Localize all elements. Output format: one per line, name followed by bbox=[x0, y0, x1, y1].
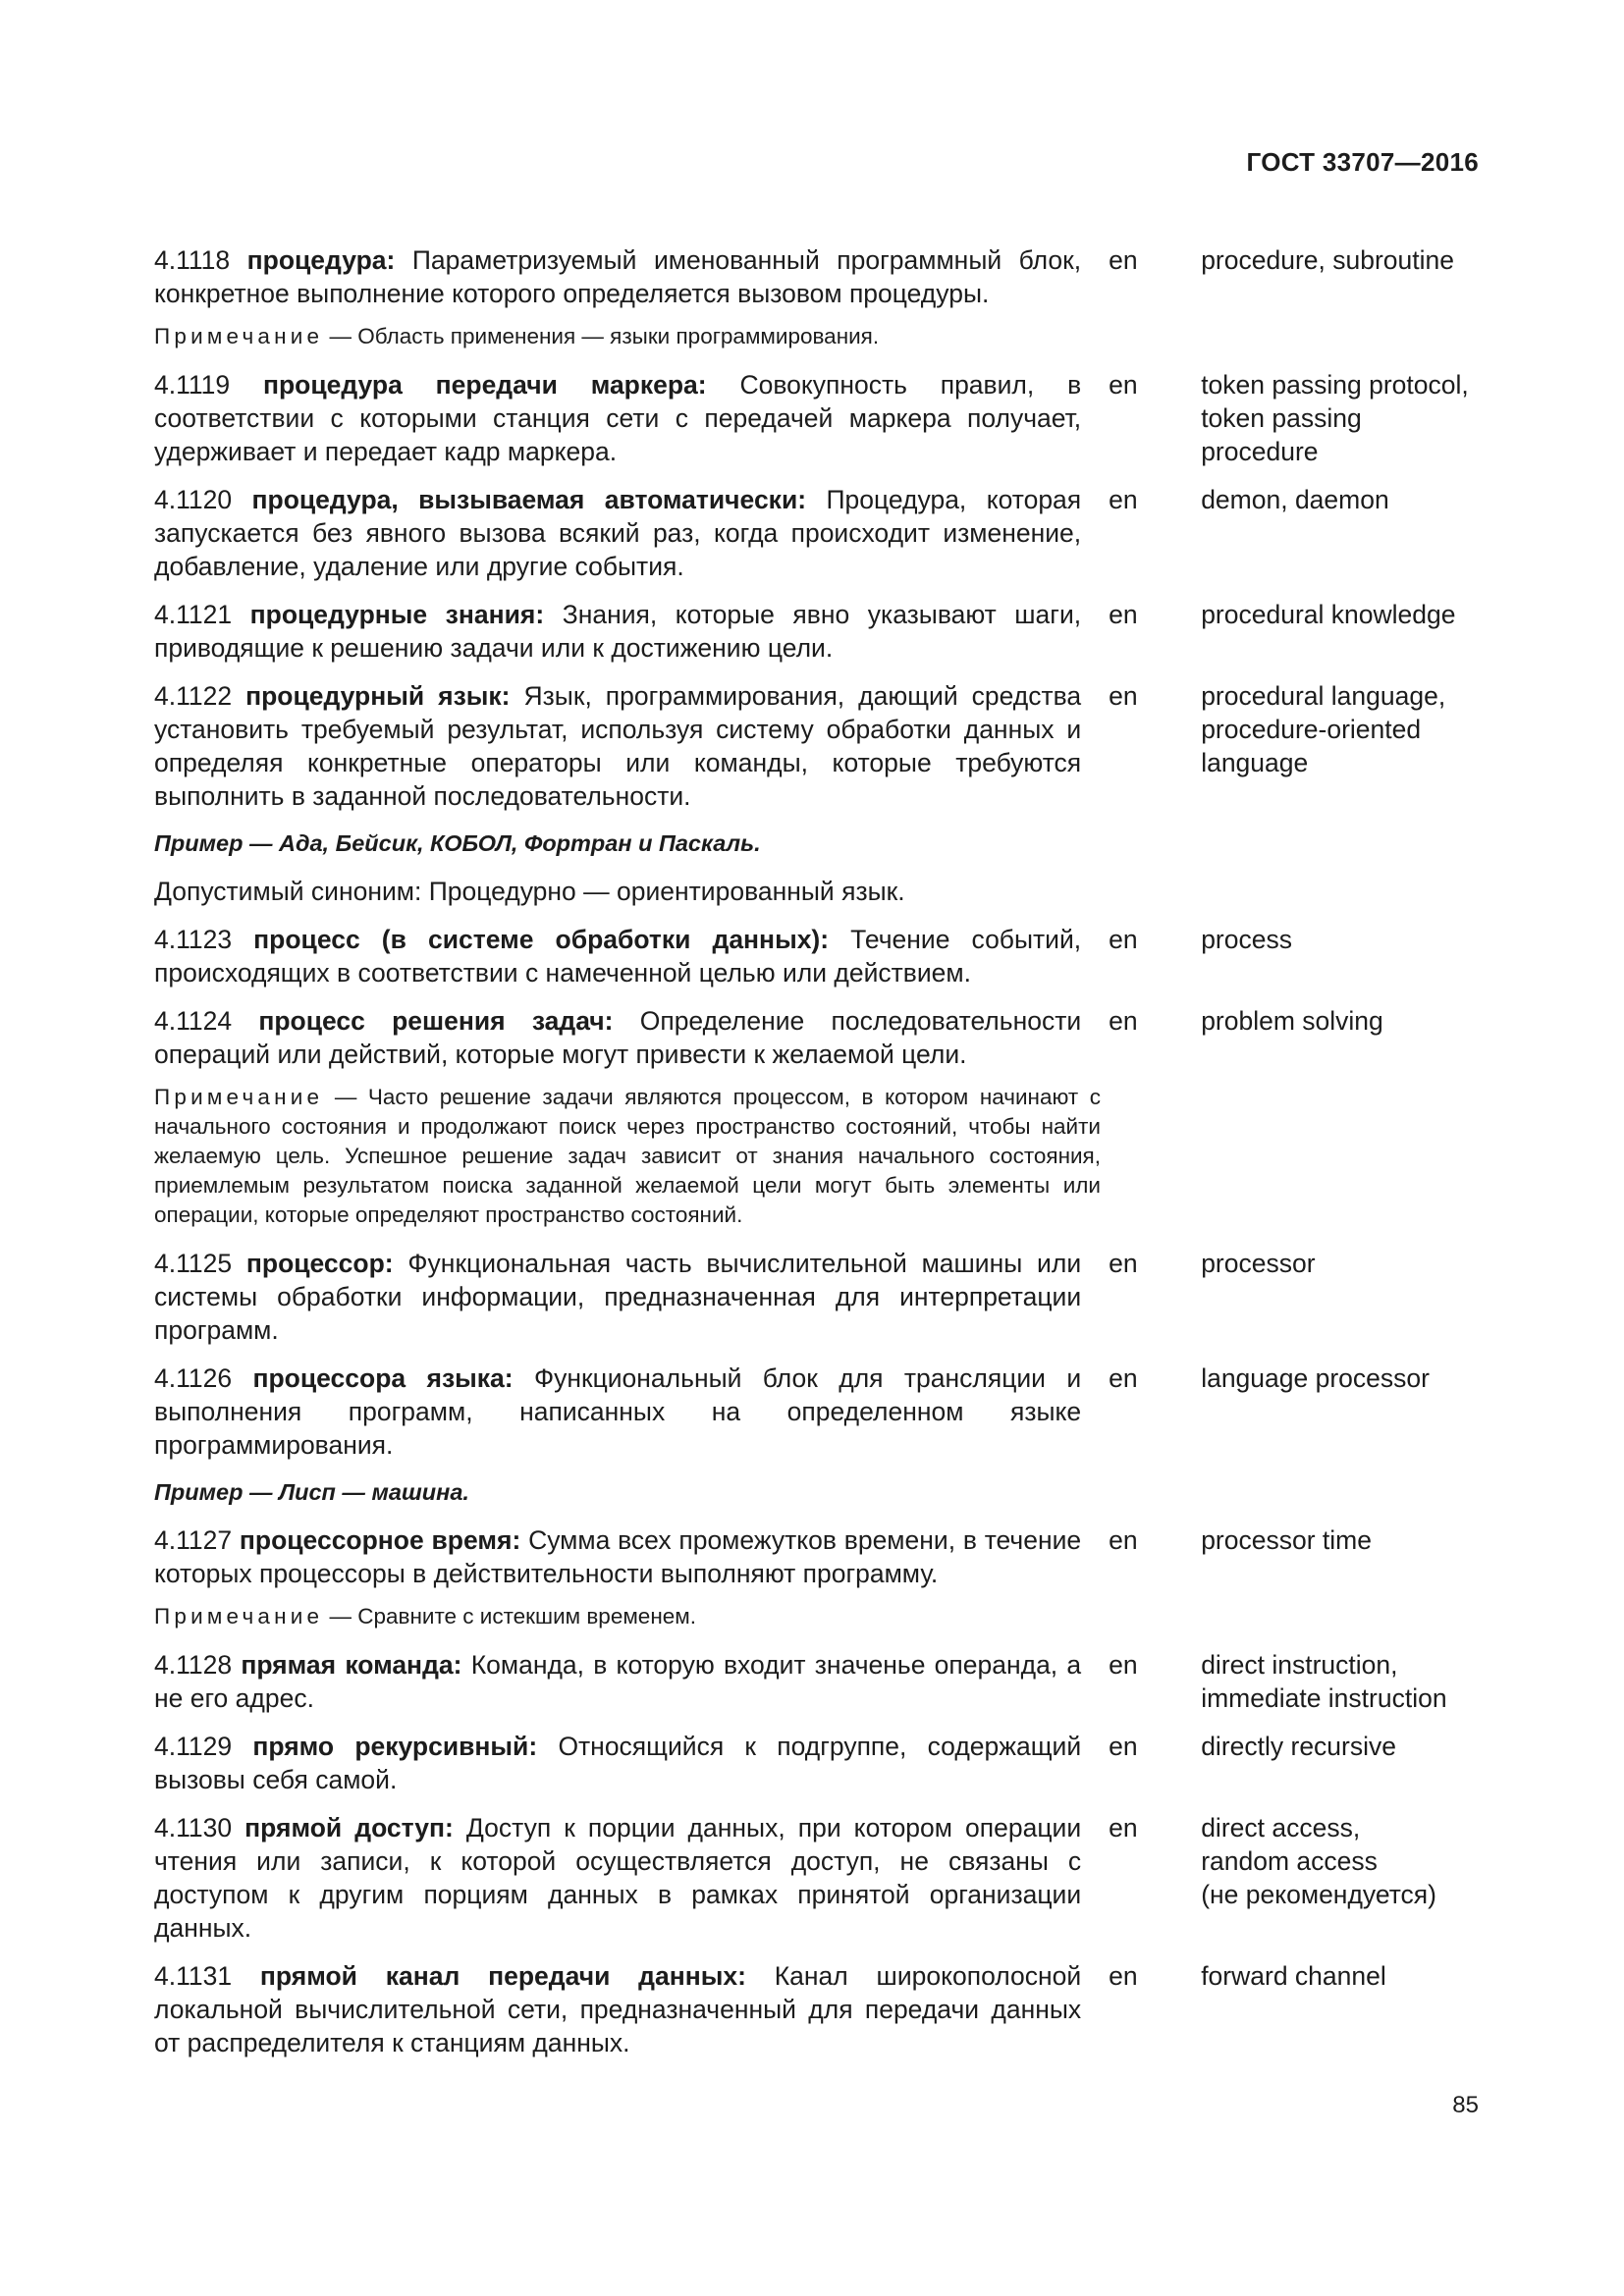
english-term: (не рекомендуется) bbox=[1201, 1880, 1436, 1909]
term-text: Доступ к порции данных, при котором операции чтения или записи, к которой осуществляется доступ, не связаны с доступом к другим порциям данных в рамках принятой организации данных. bbox=[154, 1813, 1082, 1943]
note-text: — Часто решение задачи являются процессом, в котором начинают с начального состояния и продолжают поиск через пространство состояний, чтобы найти желаемую цель. Успешное решение задач зависит от знания начального состояния, приемлемым результатом поиска заданной желаемой цели могут быть элементы или операции, которые определяют пространство состояний. bbox=[154, 1085, 1101, 1227]
term-name: процесс (в системе обработки данных): bbox=[253, 925, 830, 954]
language-code: en bbox=[1109, 1813, 1138, 1842]
term-entry bbox=[154, 1523, 1489, 1590]
english-equivalent bbox=[1201, 923, 1489, 956]
term-definition bbox=[154, 1648, 1081, 1715]
term-name: процесс решения задач: bbox=[258, 1006, 614, 1036]
term-definition bbox=[154, 923, 1081, 989]
note-text: — Область применения — языки программирования. bbox=[329, 324, 880, 348]
term-name: процедура передачи маркера: bbox=[262, 370, 707, 400]
term-number: 4.1120 bbox=[154, 485, 233, 514]
term-number: 4.1124 bbox=[154, 1006, 233, 1036]
term-text: Определение последовательности операций или действий, которые могут привести к желаемой цели. bbox=[154, 1006, 1082, 1069]
term-name: прямо рекурсивный: bbox=[252, 1732, 538, 1761]
english-term: random access bbox=[1201, 1846, 1378, 1876]
term-entry bbox=[154, 1362, 1489, 1462]
english-term: procedure bbox=[1201, 437, 1319, 466]
term-name: прямой доступ: bbox=[244, 1813, 454, 1842]
term-definition bbox=[154, 1811, 1081, 1945]
term-name: процедура, вызываемая автоматически: bbox=[251, 485, 807, 514]
english-equivalent bbox=[1201, 679, 1489, 779]
term-entry bbox=[154, 483, 1489, 583]
english-term: procedure, subroutine bbox=[1201, 245, 1454, 275]
term-definition bbox=[154, 1362, 1081, 1462]
language-code: en bbox=[1109, 925, 1138, 954]
english-equivalent bbox=[1201, 1730, 1489, 1763]
example: Пример — Ада, Бейсик, КОБОЛ, Фортран и Паскаль. bbox=[154, 830, 761, 856]
term-text: Параметризуемый именованный программный блок, конкретное выполнение которого определяется вызовом процедуры. bbox=[154, 245, 1082, 308]
note bbox=[154, 1083, 1101, 1230]
note bbox=[154, 322, 1101, 351]
english-term: procedural language, bbox=[1201, 681, 1446, 711]
term-number: 4.1118 bbox=[154, 245, 231, 275]
term-number: 4.1125 bbox=[154, 1249, 233, 1278]
term-text: Течение событий, происходящих в соответствии с намеченной целью или действием. bbox=[154, 925, 1082, 988]
term-name: процедура: bbox=[246, 245, 396, 275]
english-equivalent bbox=[1201, 1959, 1489, 1993]
term-number: 4.1119 bbox=[154, 370, 231, 400]
language-code: en bbox=[1109, 370, 1138, 400]
english-term: demon, daemon bbox=[1201, 485, 1389, 514]
note-label: Примечание bbox=[154, 324, 324, 348]
document-header: ГОСТ 33707—2016 bbox=[1246, 147, 1479, 177]
term-definition bbox=[154, 679, 1081, 813]
term-entry bbox=[154, 923, 1489, 989]
term-definition bbox=[154, 1959, 1081, 2059]
note-text: — Сравните с истекшим временем. bbox=[329, 1604, 696, 1629]
english-term: direct access, bbox=[1201, 1813, 1361, 1842]
english-term: language processor bbox=[1201, 1363, 1430, 1393]
term-number: 4.1131 bbox=[154, 1961, 233, 1991]
language-code: en bbox=[1109, 681, 1138, 711]
language-code: en bbox=[1109, 245, 1138, 275]
term-name: процессора языка: bbox=[252, 1363, 514, 1393]
term-entry bbox=[154, 1648, 1489, 1715]
term-number: 4.1123 bbox=[154, 925, 233, 954]
language-code: en bbox=[1109, 1732, 1138, 1761]
english-equivalent bbox=[1201, 1811, 1489, 1911]
term-entry bbox=[154, 368, 1489, 468]
example: Пример — Лисп — машина. bbox=[154, 1479, 469, 1505]
english-term: token passing bbox=[1201, 403, 1362, 433]
term-entry bbox=[154, 243, 1489, 310]
english-term: procedure-oriented bbox=[1201, 715, 1422, 744]
term-number: 4.1128 bbox=[154, 1650, 233, 1680]
english-term: process bbox=[1201, 925, 1292, 954]
term-text: Процедура, которая запускается без явного вызова всякий раз, когда происходит изменение, добавление, удаление или другие события. bbox=[154, 485, 1082, 581]
english-term: procedural knowledge bbox=[1201, 600, 1456, 629]
term-name: прямая команда: bbox=[241, 1650, 462, 1680]
term-text: Канал широкополосной локальной вычислительной сети, предназначенный для передачи данных от распределителя к станциям данных. bbox=[154, 1961, 1082, 2057]
term-text: Функциональная часть вычислительной машины или системы обработки информации, предназначенная для интерпретации программ. bbox=[154, 1249, 1082, 1345]
english-term: directly recursive bbox=[1201, 1732, 1396, 1761]
english-term: forward channel bbox=[1201, 1961, 1386, 1991]
term-definition bbox=[154, 1730, 1081, 1796]
term-entry bbox=[154, 1247, 1489, 1347]
term-text: Относящийся к подгруппе, содержащий вызовы себя самой. bbox=[154, 1732, 1082, 1794]
english-term: direct instruction, bbox=[1201, 1650, 1398, 1680]
term-name: прямой канал передачи данных: bbox=[259, 1961, 746, 1991]
term-definition bbox=[154, 368, 1081, 468]
english-equivalent bbox=[1201, 368, 1489, 468]
english-equivalent bbox=[1201, 243, 1489, 277]
page-number: 85 bbox=[1452, 2092, 1479, 2118]
english-equivalent bbox=[1201, 1523, 1489, 1557]
term-name: процессор: bbox=[245, 1249, 394, 1278]
term-number: 4.1122 bbox=[154, 681, 233, 711]
term-text: Знания, которые явно указывают шаги, приводящие к решению задачи или к достижению цели. bbox=[154, 600, 1082, 663]
note-label: Примечание bbox=[154, 1085, 324, 1109]
term-name: процессорное время: bbox=[239, 1525, 521, 1555]
term-entry bbox=[154, 1811, 1489, 1945]
term-text: Команда, в которую входит значенье операнда, а не его адрес. bbox=[154, 1650, 1082, 1713]
english-term: language bbox=[1201, 748, 1309, 777]
term-text: Совокупность правил, в соответствии с которыми станция сети с передачей маркера получает, удерживает и передает кадр маркера. bbox=[154, 370, 1082, 466]
term-text: Язык, программирования, дающий средства установить требуемый результат, используя систему обработки данных и определяя конкретные операторы или команды, которые требуются выполнить в заданной последовательности. bbox=[154, 681, 1082, 811]
term-definition bbox=[154, 598, 1081, 665]
term-number: 4.1127 bbox=[154, 1525, 233, 1555]
term-entry bbox=[154, 1730, 1489, 1796]
english-term: problem solving bbox=[1201, 1006, 1383, 1036]
term-definition bbox=[154, 1523, 1081, 1590]
term-name: процедурный язык: bbox=[245, 681, 511, 711]
term-number: 4.1126 bbox=[154, 1363, 233, 1393]
english-term: processor time bbox=[1201, 1525, 1372, 1555]
note bbox=[154, 1602, 1101, 1631]
term-text: Сумма всех промежутков времени, в течение которых процессоры в действительности выполняют программу. bbox=[154, 1525, 1082, 1588]
term-entry bbox=[154, 1004, 1489, 1071]
term-number: 4.1121 bbox=[154, 600, 233, 629]
english-equivalent bbox=[1201, 483, 1489, 516]
term-text: Функциональный блок для трансляции и выполнения программ, написанных на определенном языке программирования. bbox=[154, 1363, 1082, 1460]
english-equivalent bbox=[1201, 1362, 1489, 1395]
english-equivalent bbox=[1201, 1648, 1489, 1715]
english-term: immediate instruction bbox=[1201, 1683, 1447, 1713]
english-term: processor bbox=[1201, 1249, 1316, 1278]
term-definition bbox=[154, 1247, 1081, 1347]
glossary-content bbox=[154, 243, 1489, 2074]
term-definition bbox=[154, 1004, 1081, 1071]
english-equivalent bbox=[1201, 598, 1489, 631]
language-code: en bbox=[1109, 1525, 1138, 1555]
synonym: Допустимый синоним: Процедурно — ориентированный язык. bbox=[154, 877, 905, 906]
term-definition bbox=[154, 243, 1081, 310]
language-code: en bbox=[1109, 1363, 1138, 1393]
english-term: token passing protocol, bbox=[1201, 370, 1469, 400]
term-entry bbox=[154, 679, 1489, 813]
term-entry bbox=[154, 1959, 1489, 2059]
english-equivalent bbox=[1201, 1247, 1489, 1280]
term-number: 4.1130 bbox=[154, 1813, 233, 1842]
note-label: Примечание bbox=[154, 1604, 324, 1629]
language-code: en bbox=[1109, 485, 1138, 514]
language-code: en bbox=[1109, 1961, 1138, 1991]
english-equivalent bbox=[1201, 1004, 1489, 1038]
language-code: en bbox=[1109, 1650, 1138, 1680]
term-number: 4.1129 bbox=[154, 1732, 233, 1761]
language-code: en bbox=[1109, 600, 1138, 629]
term-name: процедурные знания: bbox=[249, 600, 545, 629]
term-entry bbox=[154, 598, 1489, 665]
language-code: en bbox=[1109, 1249, 1138, 1278]
term-definition bbox=[154, 483, 1081, 583]
language-code: en bbox=[1109, 1006, 1138, 1036]
